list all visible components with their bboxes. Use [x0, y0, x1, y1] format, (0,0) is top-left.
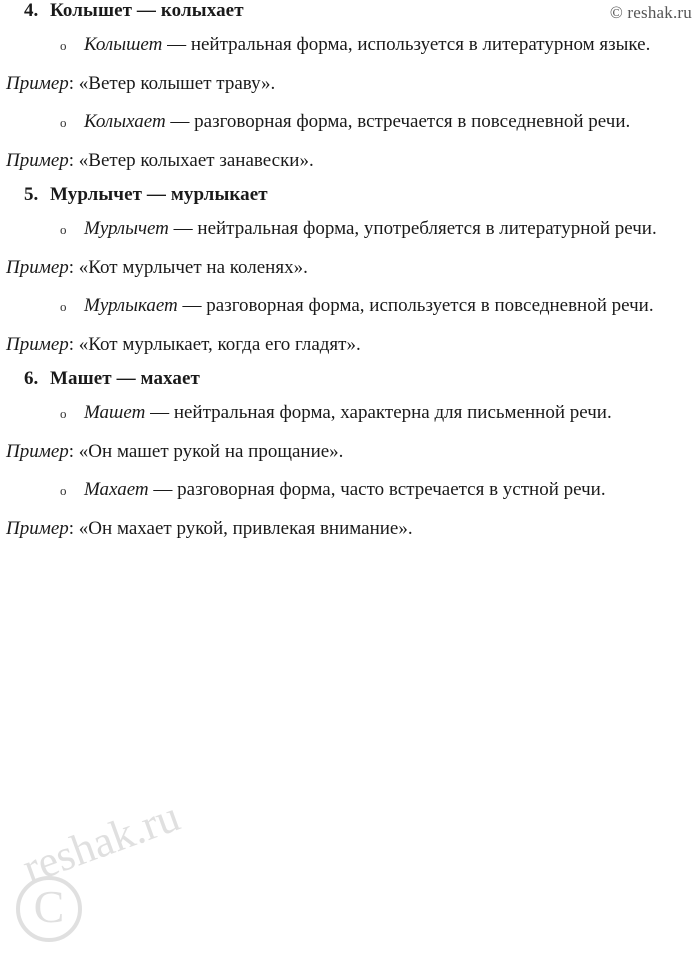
list-item: [4, 394, 694, 433]
example-label: Пример: [6, 334, 69, 355]
list-item-text: [84, 26, 694, 64]
section-number: 4.: [24, 0, 39, 21]
section-heading: [4, 368, 694, 390]
example-label: Пример: [6, 150, 69, 171]
example-text: : «Он махает рукой, привлекая внимание».: [68, 518, 413, 539]
list-item-text: [84, 210, 694, 248]
example-text: : «Ветер колыхает занавески».: [68, 150, 314, 171]
term-emphasis: Колыхает: [84, 111, 166, 132]
list-item: [4, 471, 694, 510]
example-line: [4, 142, 694, 180]
example-text: : «Кот мурлыкает, когда его гладят».: [68, 334, 361, 355]
bullet-icon: o: [60, 222, 67, 237]
list-item-rest: — нейтральная форма, характерна для письменной речи.: [145, 402, 612, 423]
list-item-rest: — разговорная форма, используется в повседневной речи.: [177, 295, 654, 316]
site-watermark: [10, 791, 230, 950]
list-item-rest: — разговорная форма, встречается в повседневной речи.: [165, 111, 631, 132]
bullet-icon: o: [60, 299, 67, 314]
list-item-text: [84, 394, 694, 432]
section-number: 5.: [24, 184, 39, 205]
list-item-rest: — нейтральная форма, употребляется в литературной речи.: [168, 218, 657, 239]
example-label: Пример: [6, 257, 69, 278]
list-item: [4, 287, 694, 326]
example-line: [4, 249, 694, 287]
example-line: [4, 65, 694, 103]
list-item: [4, 103, 694, 142]
list-item-text: [84, 103, 694, 141]
section-heading: [4, 0, 694, 22]
example-line: [4, 433, 694, 471]
section-heading: [4, 184, 694, 206]
list-item-rest: — разговорная форма, часто встречается в устной речи.: [148, 479, 606, 500]
bullet-icon: o: [60, 115, 67, 130]
watermark-c-symbol: C: [33, 881, 65, 932]
term-emphasis: Колышет: [84, 34, 163, 55]
example-text: : «Ветер колышет траву».: [68, 73, 276, 94]
list-item-text: [84, 287, 694, 325]
example-line: [4, 326, 694, 364]
list-item: [4, 26, 694, 65]
section-title: Машет — махает: [50, 368, 200, 389]
list-item: [4, 210, 694, 249]
bullet-icon: o: [60, 38, 67, 53]
term-emphasis: Машет: [84, 402, 146, 423]
section-title: Мурлычет — мурлыкает: [50, 184, 268, 205]
section-number: 6.: [24, 368, 39, 389]
example-label: Пример: [6, 518, 69, 539]
watermark-text: reshak.ru: [16, 791, 186, 893]
watermark-circle: [16, 876, 82, 942]
term-emphasis: Мурлыкает: [84, 295, 178, 316]
example-label: Пример: [6, 73, 69, 94]
copyright-watermark: © reshak.ru: [609, 3, 692, 22]
list-item-text: [84, 471, 694, 509]
bullet-icon: o: [60, 406, 67, 421]
term-emphasis: Мурлычет: [84, 218, 169, 239]
example-line: [4, 510, 694, 548]
example-label: Пример: [6, 441, 69, 462]
bullet-icon: o: [60, 483, 67, 498]
example-text: : «Он машет рукой на прощание».: [68, 441, 344, 462]
example-text: : «Кот мурлычет на коленях».: [68, 257, 308, 278]
term-emphasis: Махает: [84, 479, 149, 500]
list-item-rest: — нейтральная форма, используется в литературном языке.: [162, 34, 651, 55]
section-title: Колышет — колыхает: [50, 0, 244, 21]
